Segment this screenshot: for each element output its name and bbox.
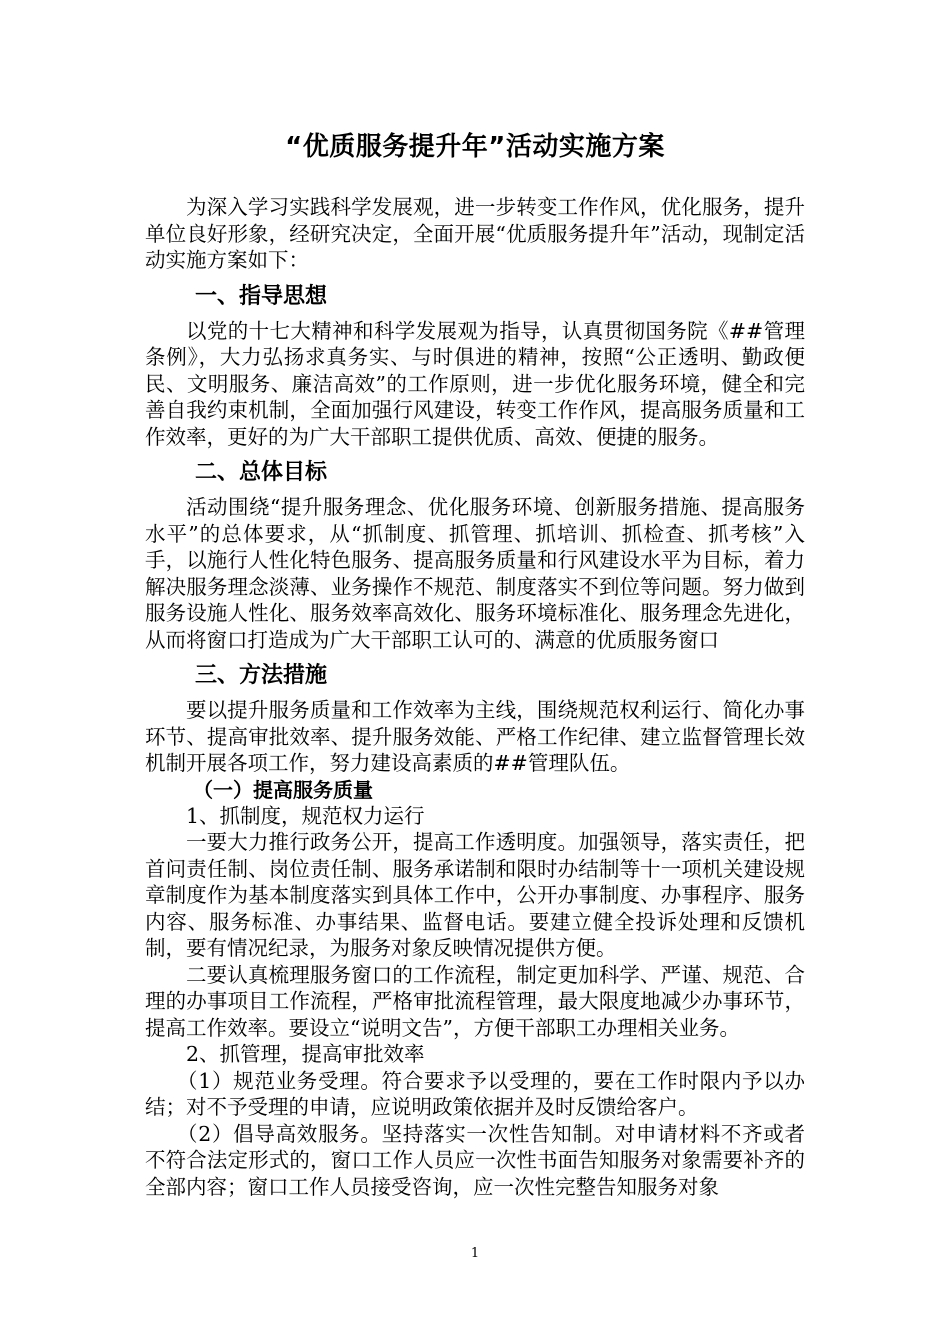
document-title: “优质服务提升年”活动实施方案 xyxy=(285,132,665,162)
section-paragraph-overall-goal: 活动围绕“提升服务理念、优化服务环境、创新服务措施、提高服务水平”的总体要求，从“抓制度、抓管理、抓培训、抓检查、抓考核”入手，以施行人性化特色服务、提高服务质量和行风建设水平为目标，着力解决服务理念淡薄、业务操作不规范、制度落实不到位等问题。努力做到服务设施人性化、服务效率高效化、服务环境标准化、服务理念先进化，从而将窗口打造成为广大干部职工认可的、满意的优质服务窗口 xyxy=(145,495,805,652)
section-heading-guiding-ideology: 一、指导思想 xyxy=(195,283,328,309)
section-heading-methods: 三、方法措施 xyxy=(195,663,328,688)
intro-paragraph: 为深入学习实践科学发展观，进一步转变工作作风，优化服务，提升单位良好形象，经研究决定，全面开展“优质服务提升年”活动，现制定活动实施方案如下： xyxy=(145,195,805,272)
subsection-heading-service-quality: （一）提高服务质量 xyxy=(193,777,373,802)
item-heading-management: 2、抓管理，提高审批效率 xyxy=(186,1042,425,1066)
item-paragraph-management-1: （1）规范业务受理。符合要求予以受理的，要在工作时限内予以办结；对不予受理的申请，应说明政策依据并及时反馈给客户。 xyxy=(145,1068,805,1119)
item-heading-system: 1、抓制度，规范权力运行 xyxy=(186,803,425,828)
section-heading-overall-goal: 二、总体目标 xyxy=(195,460,328,485)
section-paragraph-methods: 要以提升服务质量和工作效率为主线，围绕规范权利运行、简化办事环节、提高审批效率、提升服务效能、严格工作纪律、建立监督管理长效机制开展各项工作，努力建设高素质的##管理队伍。 xyxy=(145,698,805,775)
section-paragraph-guiding-ideology: 以党的十七大精神和科学发展观为指导，认真贯彻国务院《##管理条例》，大力弘扬求真务实、与时俱进的精神，按照“公正透明、勤政便民、文明服务、廉洁高效”的工作原则，进一步优化服务环境，健全和完善自我约束机制，全面加强行风建设，转变工作作风，提高服务质量和工作效率，更好的为广大干部职工提供优质、高效、便捷的服务。 xyxy=(145,318,805,449)
item-paragraph-management-2: （2）倡导高效服务。坚持落实一次性告知制。对申请材料不齐或者不符合法定形式的，窗口工作人员应一次性书面告知服务对象需要补齐的全部内容；窗口工作人员接受咨询，应一次性完整告知服务对象 xyxy=(145,1121,805,1199)
page-number: 1 xyxy=(470,1246,480,1261)
document-content xyxy=(145,128,805,1200)
item-paragraph-system-1: 一要大力推行政务公开，提高工作透明度。加强领导，落实责任，把首问责任制、岗位责任制、服务承诺制和限时办结制等十一项机关建设规章制度作为基本制度落实到具体工作中，公开办事制度、办事程序、服务内容、服务标准、办事结果、监督电话。要建立健全投诉处理和反馈机制，要有情况纪录，为服务对象反映情况提供方便。 xyxy=(145,830,805,960)
item-paragraph-system-2: 二要认真梳理服务窗口的工作流程，制定更加科学、严谨、规范、合理的办事项目工作流程，严格审批流程管理，最大限度地减少办事环节，提高工作效率。要设立“说明文告”，方便干部职工办理相关业务。 xyxy=(145,962,805,1040)
